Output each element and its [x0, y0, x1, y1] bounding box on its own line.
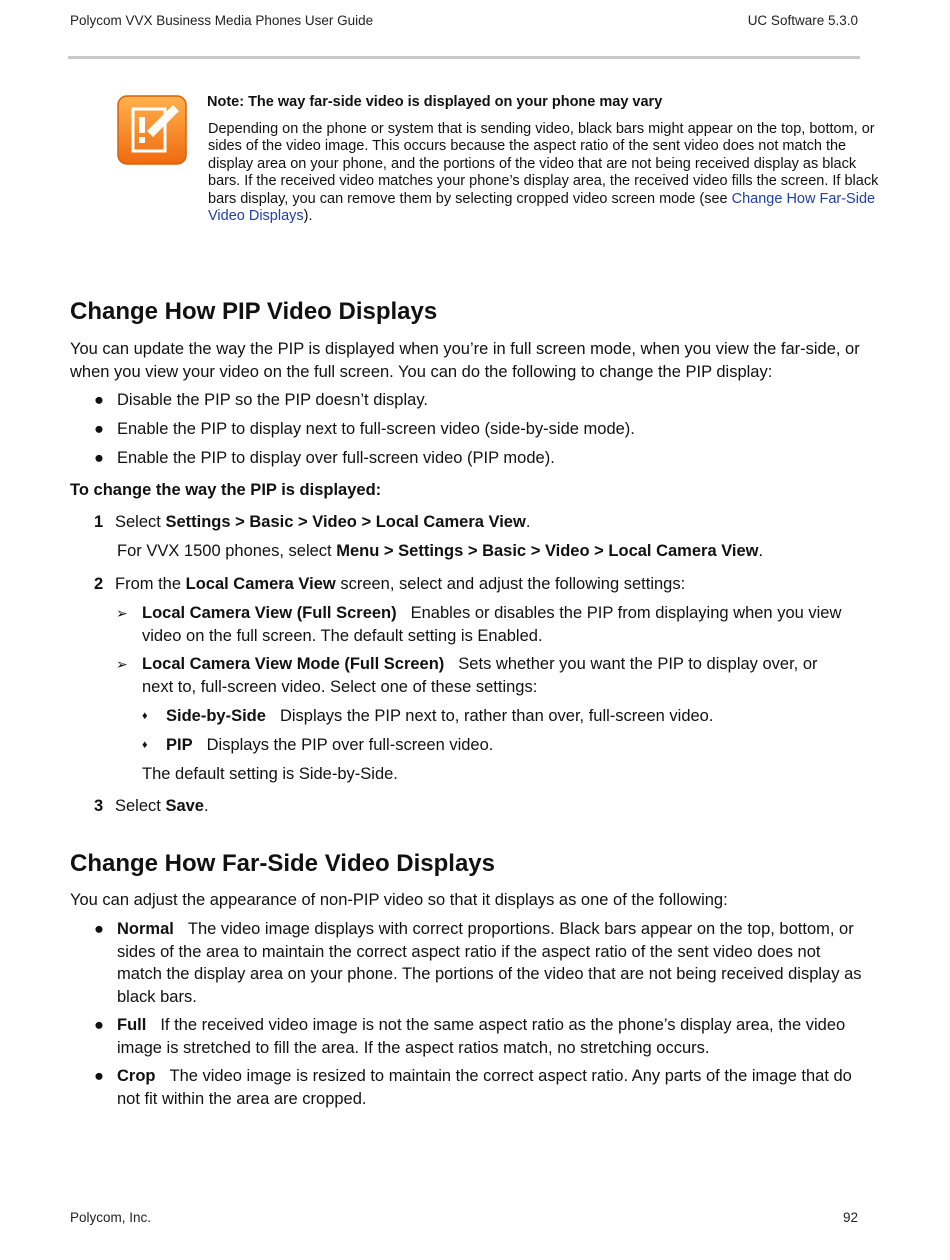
- list-item: ➢ Local Camera View (Full Screen) Enables or disables the PIP from displaying when you view video on the full screen. The default setting is Enabled.: [116, 604, 842, 645]
- doc-header-version: UC Software 5.3.0: [747, 13, 858, 28]
- list-item: ● Disable the PIP so the PIP doesn’t display.: [94, 391, 428, 409]
- section-heading-pip: Change How PIP Video Displays: [70, 298, 438, 325]
- note-body: Depending on the phone or system that is sending video, black bars might appear on the top, bottom, or sides of the video image. This occurs because the aspect ratio of the sent video does not match the display area on your phone, and the portions of the video that are not being received display as black bars. If the received video matches your phone’s display area, the received video fills the screen. If black bars display, you can remove them by selecting cropped video screen mode (see Change How Far-Side Video Displays).: [208, 121, 879, 225]
- far-side-intro: You can adjust the appearance of non-PIP video so that it displays as one of the following:: [70, 891, 728, 909]
- section-heading-far-side: Change How Far-Side Video Displays: [70, 850, 495, 877]
- note-title: Note: The way far-side video is displayed on your phone may vary: [207, 94, 663, 110]
- list-item: ♦ PIP Displays the PIP over full-screen video.: [142, 736, 494, 754]
- list-item: ➢ Local Camera View Mode (Full Screen) Sets whether you want the PIP to display over, or next to, full-screen video. Select one of these settings:: [116, 655, 818, 696]
- list-item: ● Enable the PIP to display next to full-screen video (side-by-side mode).: [94, 420, 635, 438]
- list-item: ● Enable the PIP to display over full-screen video (PIP mode).: [94, 449, 555, 467]
- far-side-video-link[interactable]: Change How Far-Side Video Displays: [208, 190, 876, 225]
- list-item: ● Crop The video image is resized to maintain the correct aspect ratio. Any parts of the image that do not fit within the area are cropped.: [94, 1067, 852, 1108]
- list-item: ● Normal The video image displays with correct proportions. Black bars appear on the top, bottom, or sides of the area to maintain the correct aspect ratio if the aspect ratio of the sent video does not match the display area on your phone. The portions of the video that are not being received display as black bars.: [94, 920, 862, 1006]
- step-1-alt: For VVX 1500 phones, select Menu > Settings > Basic > Video > Local Camera View.: [117, 542, 764, 560]
- list-item: ♦ Side-by-Side Displays the PIP next to, rather than over, full-screen video.: [142, 707, 714, 725]
- pip-intro: You can update the way the PIP is displayed when you’re in full screen mode, when you view the far-side, or when you view your video on the full screen. You can do the following to change the PIP display:: [70, 340, 860, 381]
- step-1: 1 Select Settings > Basic > Video > Local Camera View.: [94, 513, 531, 531]
- step-3: 3 Select Save.: [94, 797, 209, 815]
- header-divider: [68, 56, 860, 59]
- list-item: ● Full If the received video image is not the same aspect ratio as the phone’s display area, the video image is stretched to fill the area. If the aspect ratios match, no stretching occurs.: [94, 1016, 846, 1057]
- default-note: The default setting is Side-by-Side.: [142, 765, 398, 783]
- note-icon: [117, 95, 187, 165]
- footer-company: Polycom, Inc.: [70, 1210, 152, 1225]
- step-2: 2 From the Local Camera View screen, select and adjust the following settings:: [94, 575, 686, 593]
- doc-header-title: Polycom VVX Business Media Phones User Guide: [70, 13, 374, 28]
- procedure-title: To change the way the PIP is displayed:: [70, 481, 382, 499]
- page-number: 92: [842, 1210, 858, 1225]
